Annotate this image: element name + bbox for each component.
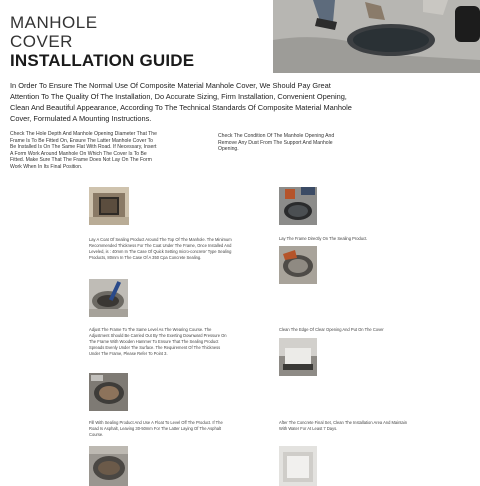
step-6-photo	[279, 338, 317, 376]
step-1-text: Check The Hole Depth And Manhole Opening Diameter That The Frame Is To Be Fitted On, Ensure The Latter Manhole Cover To Be Installed Is On The Same Flat With Road. If Necessary, Insert A Form Work Around Manhole On Which The Cover Is To Be Fitted. Make Sure That The Frame Does Not Lay On The Form Work When In Its Final Position.	[10, 131, 157, 170]
step-6-text: Clean The Edge Of Clear Opening And Put On The Cover	[279, 327, 384, 332]
step-3-photo	[89, 279, 128, 317]
title-line-3: INSTALLATION GUIDE	[10, 51, 195, 70]
step-1-photo	[89, 187, 129, 225]
step-5-photo	[89, 373, 128, 411]
step-4-text: Lay The Frame Directly On The Sealing Product.	[279, 236, 368, 241]
step-2-photo	[279, 187, 317, 225]
step-8-photo	[279, 446, 317, 486]
step-8-text: After The Concrete Final Set, Clean The Installation Area And Maintain With Water For At Least 7 Days.	[279, 420, 407, 431]
step-2-text: Check The Condition Of The Manhole Opening And Remove Any Dust From The Support And Manhole Opening.	[218, 133, 335, 153]
step-5-text: Adjust The Frame To The Same Level As The Wearing Course. The Adjustment Should Be Carried Out By The Exerting Downward Pressure On The Frame With Wooden Hammer To Ensure That The Sealing Product Spreads Evenly Under The Surface. The Requirement Of The Thickness Under The Frame, Please Refer To Point 3.	[89, 327, 227, 356]
step-7-text: Fill With Sealing Product And Use A Float To Level Off The Product. If The Road Is Asphalt, Leaving 30-50mm For The Latter Laying Of The Asphalt Course.	[89, 420, 223, 437]
step-4-photo	[279, 246, 317, 284]
header-photo	[273, 0, 480, 73]
title-line-2: COVER	[10, 32, 73, 51]
step-3-text: Lay A Coat Of Sealing Product Around The Top Of The Manhole. The Minimum Recommended Thickness For The Coat Under The Frame, Once Installed And Leveled, is : 40mm In The Case Of Quick Setting micro-concrete’ Type Sealing Products, 80mm In The Case Of A 350 Cpa Concrete Sealing.	[89, 237, 232, 260]
step-7-photo	[89, 446, 128, 486]
intro-paragraph: In Order To Ensure The Normal Use Of Composite Material Manhole Cover, We Should Pay Great Attention To The Quality Of The Installation, Do Accurate Sizing, Firm Installation, Convenient Opening, Clean And Beautiful Appearance, According To The Technical Standards Of Composite Material Manhole Cover, Formulated A Mounting Instructions.	[10, 81, 352, 123]
title-line-1: MANHOLE	[10, 13, 98, 32]
